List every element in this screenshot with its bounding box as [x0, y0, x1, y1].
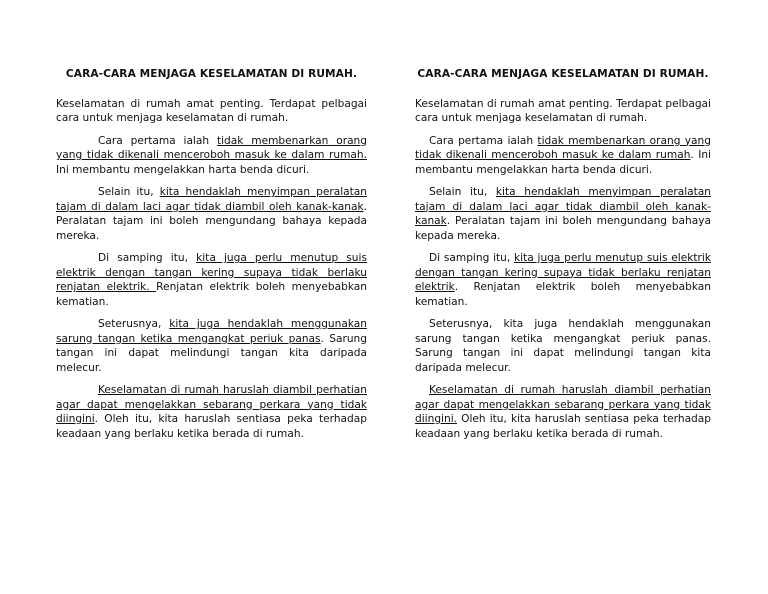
- paragraph-text: . Renjatan elektrik boleh menyebabkan kematian.: [415, 281, 711, 308]
- underlined-text: tidak membenarkan orang yang tidak dikenali menceroboh masuk ke dalam rumah: [415, 134, 711, 161]
- paragraph-text: . Peralatan tajam ini boleh mengundang bahaya kepada mereka.: [415, 215, 711, 242]
- paragraph-5: [56, 383, 367, 441]
- paragraph-text: . Peralatan tajam ini boleh mengundang bahaya kepada mereka.: [56, 200, 367, 242]
- right-column: [415, 62, 711, 449]
- paragraph-text: Seterusnya, kita juga hendaklah menggunakan sarung tangan ketika mengangkat periuk panas. Sarung tangan ini dapat melindungi tangan kita daripada melecur.: [415, 318, 711, 374]
- intro-paragraph: Keselamatan di rumah amat penting. Terdapat pelbagai cara untuk menjaga keselamatan di rumah.: [56, 97, 367, 124]
- paragraph-text: Renjatan elektrik boleh menyebabkan kematian.: [56, 281, 368, 308]
- paragraph-4: [415, 317, 711, 375]
- underlined-text: kita hendaklah menyimpan peralatan tajam di dalam laci agar tidak diambil oleh kanak-kanak: [415, 186, 712, 227]
- underlined-text: Keselamatan di rumah haruslah diambil perhatian agar dapat mengelakkan sebarang perkara yang tidak diingini.: [415, 384, 711, 425]
- underlined-text: kita juga hendaklah menggunakan sarung tangan ketika mengangkat periuk panas: [56, 318, 367, 345]
- page-title: CARA-CARA MENJAGA KESELAMATAN DI RUMAH.: [417, 68, 709, 80]
- page-title: CARA-CARA MENJAGA KESELAMATAN DI RUMAH.: [65, 68, 358, 80]
- paragraph-text: . Ini membantu mengelakkan harta benda dicuri.: [415, 149, 711, 176]
- paragraph-1: [415, 134, 711, 178]
- paragraph-text: Cara pertama ialah: [98, 134, 217, 147]
- underlined-text: Keselamatan di rumah haruslah diambil perhatian agar dapat mengelakkan sebarang perkara yang tidak diingini: [56, 384, 367, 425]
- underlined-text: tidak membenarkan orang yang tidak dikenali menceroboh masuk ke dalam rumah.: [56, 134, 367, 161]
- underlined-text: kita juga perlu menutup suis elektrik dengan tangan kering supaya tidak berlaku renjatan elektrik: [415, 252, 711, 293]
- paragraph-text: Di samping itu,: [98, 252, 197, 264]
- underlined-text: kita juga perlu menutup suis elektrik dengan tangan kering supaya tidak berlaku renjatan elektrik.: [56, 252, 367, 293]
- paragraph-text: Di samping itu,: [429, 252, 515, 264]
- paragraph-2: [56, 185, 367, 243]
- left-column: [56, 62, 367, 449]
- intro-paragraph: Keselamatan di rumah amat penting. Terdapat pelbagai cara untuk menjaga keselamatan di rumah.: [415, 97, 711, 124]
- paragraph-text: Ini membantu mengelakkan harta benda dicuri.: [56, 163, 310, 176]
- paragraph-text: Cara pertama ialah: [429, 134, 538, 147]
- paragraph-text: Seterusnya,: [98, 318, 170, 330]
- paragraph-2: [415, 185, 711, 243]
- paragraph-text: . Oleh itu, kita haruslah sentiasa peka terhadap keadaan yang berlaku ketika berada di rumah.: [56, 413, 367, 440]
- paragraph-5: [415, 383, 711, 441]
- paragraph-text: Selain itu,: [98, 186, 160, 198]
- paragraph-3: [415, 251, 711, 309]
- paragraph-3: [56, 251, 367, 309]
- paragraph-text: . Sarung tangan ini dapat melindungi tangan kita daripada melecur.: [56, 332, 367, 374]
- paragraph-text: Selain itu,: [429, 186, 496, 198]
- paragraph-4: [56, 317, 367, 375]
- underlined-text: kita hendaklah menyimpan peralatan tajam di dalam laci agar tidak diambil oleh kanak-kanak: [56, 186, 368, 213]
- paragraph-text: Oleh itu, kita haruslah sentiasa peka terhadap keadaan yang berlaku ketika berada di rumah.: [415, 413, 711, 440]
- paragraph-1: [56, 134, 367, 178]
